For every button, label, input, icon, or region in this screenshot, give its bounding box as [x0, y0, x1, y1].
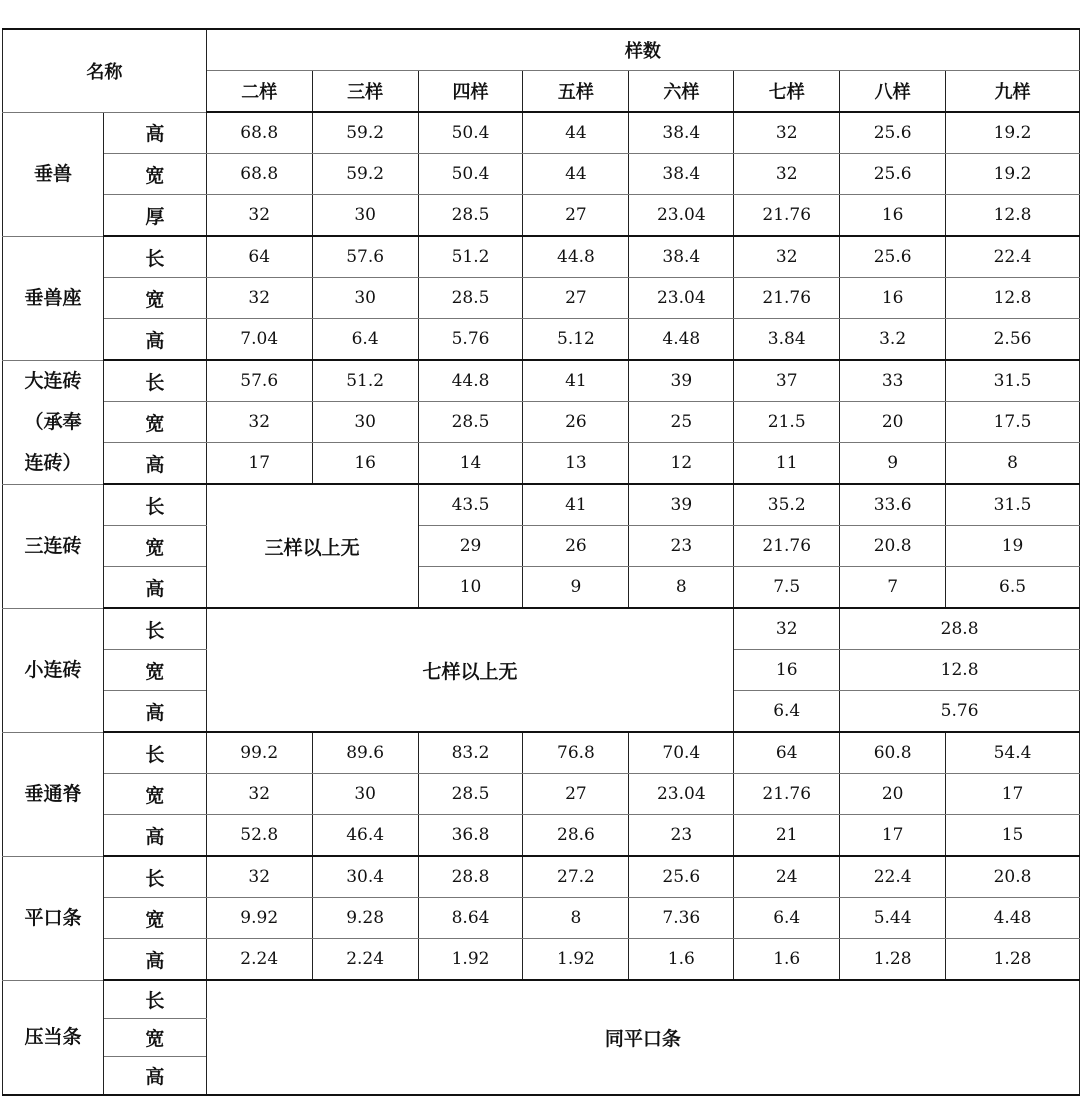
- value-cell: 41: [523, 360, 629, 402]
- value-cell: 44.8: [418, 360, 523, 402]
- component-name: 垂通脊: [3, 732, 104, 856]
- value-cell: 46.4: [312, 815, 418, 857]
- value-cell: 7.04: [206, 319, 312, 361]
- value-cell: 8: [523, 898, 629, 939]
- value-cell: 2.24: [206, 939, 312, 981]
- table-row: [3, 526, 1080, 567]
- dimension-label: 长: [103, 484, 206, 526]
- value-cell: 3.84: [734, 319, 840, 361]
- value-cell: 7: [840, 567, 946, 609]
- size-header: 五样: [523, 71, 629, 113]
- merged-note: 同平口条: [206, 980, 1079, 1095]
- value-cell: 5.76: [840, 691, 1080, 733]
- dimension-label: 高: [103, 1057, 206, 1096]
- value-cell: 12.8: [840, 650, 1080, 691]
- value-cell: 25.6: [840, 154, 946, 195]
- dimension-label: 宽: [103, 526, 206, 567]
- value-cell: 4.48: [946, 898, 1080, 939]
- component-name: 压当条: [3, 980, 104, 1095]
- value-cell: 11: [734, 443, 840, 485]
- table-row: [3, 732, 1080, 774]
- table-row: [3, 278, 1080, 319]
- value-cell: 12.8: [946, 195, 1080, 237]
- value-cell: 9: [840, 443, 946, 485]
- table-row: [3, 608, 1080, 650]
- value-cell: 8.64: [418, 898, 523, 939]
- table-row: [3, 319, 1080, 361]
- dimension-label: 高: [103, 567, 206, 609]
- table-row: [3, 154, 1080, 195]
- value-cell: 38.4: [629, 154, 734, 195]
- value-cell: 27: [523, 774, 629, 815]
- value-cell: 39: [629, 484, 734, 526]
- value-cell: 76.8: [523, 732, 629, 774]
- value-cell: 17: [840, 815, 946, 857]
- value-cell: 99.2: [206, 732, 312, 774]
- value-cell: 28.5: [418, 402, 523, 443]
- dimension-label: 高: [103, 443, 206, 485]
- value-cell: 32: [734, 112, 840, 154]
- value-cell: 1.28: [946, 939, 1080, 981]
- brick-size-table: [2, 28, 1080, 1096]
- value-cell: 57.6: [206, 360, 312, 402]
- value-cell: 24: [734, 856, 840, 898]
- value-cell: 21.5: [734, 402, 840, 443]
- value-cell: 28.5: [418, 774, 523, 815]
- table-row: [3, 774, 1080, 815]
- dimension-label: 长: [103, 608, 206, 650]
- value-cell: 30: [312, 195, 418, 237]
- value-cell: 59.2: [312, 112, 418, 154]
- value-cell: 52.8: [206, 815, 312, 857]
- value-cell: 2.24: [312, 939, 418, 981]
- table-row: [3, 856, 1080, 898]
- value-cell: 5.44: [840, 898, 946, 939]
- value-cell: 32: [734, 154, 840, 195]
- value-cell: 7.5: [734, 567, 840, 609]
- table-row: [3, 567, 1080, 609]
- value-cell: 31.5: [946, 484, 1080, 526]
- value-cell: 64: [734, 732, 840, 774]
- dimension-label: 宽: [103, 774, 206, 815]
- value-cell: 25.6: [840, 112, 946, 154]
- value-cell: 14: [418, 443, 523, 485]
- value-cell: 44.8: [523, 236, 629, 278]
- value-cell: 12: [629, 443, 734, 485]
- value-cell: 54.4: [946, 732, 1080, 774]
- value-cell: 41: [523, 484, 629, 526]
- dimension-label: 厚: [103, 195, 206, 237]
- table-row: [3, 484, 1080, 526]
- dimension-label: 高: [103, 112, 206, 154]
- dimension-label: 长: [103, 856, 206, 898]
- value-cell: 64: [206, 236, 312, 278]
- value-cell: 89.6: [312, 732, 418, 774]
- value-cell: 25: [629, 402, 734, 443]
- value-cell: 6.4: [734, 691, 840, 733]
- value-cell: 19: [946, 526, 1080, 567]
- dimension-label: 高: [103, 319, 206, 361]
- component-name-line: 大连砖: [24, 369, 82, 392]
- value-cell: 22.4: [840, 856, 946, 898]
- value-cell: 5.76: [418, 319, 523, 361]
- value-cell: 9.28: [312, 898, 418, 939]
- value-cell: 19.2: [946, 154, 1080, 195]
- value-cell: 26: [523, 402, 629, 443]
- value-cell: 5.12: [523, 319, 629, 361]
- value-cell: 44: [523, 112, 629, 154]
- value-cell: 6.5: [946, 567, 1080, 609]
- value-cell: 28.8: [840, 608, 1080, 650]
- value-cell: 25.6: [840, 236, 946, 278]
- value-cell: 6.4: [734, 898, 840, 939]
- value-cell: 32: [734, 236, 840, 278]
- value-cell: 6.4: [312, 319, 418, 361]
- value-cell: 2.56: [946, 319, 1080, 361]
- value-cell: 3.2: [840, 319, 946, 361]
- table-row: [3, 939, 1080, 981]
- value-cell: 68.8: [206, 154, 312, 195]
- dimension-label: 长: [103, 980, 206, 1019]
- value-cell: 8: [629, 567, 734, 609]
- dimension-label: 长: [103, 236, 206, 278]
- value-cell: 51.2: [418, 236, 523, 278]
- value-cell: 32: [206, 774, 312, 815]
- merged-note: 三样以上无: [206, 484, 418, 608]
- value-cell: 83.2: [418, 732, 523, 774]
- dimension-label: 高: [103, 691, 206, 733]
- value-cell: 50.4: [418, 112, 523, 154]
- value-cell: 57.6: [312, 236, 418, 278]
- value-cell: 30.4: [312, 856, 418, 898]
- value-cell: 70.4: [629, 732, 734, 774]
- component-name: [3, 360, 104, 484]
- size-header: 四样: [418, 71, 523, 113]
- value-cell: 1.6: [734, 939, 840, 981]
- table-row: [3, 402, 1080, 443]
- component-name: 垂兽座: [3, 236, 104, 360]
- value-cell: 25.6: [629, 856, 734, 898]
- table-row: [3, 195, 1080, 237]
- value-cell: 1.28: [840, 939, 946, 981]
- value-cell: 1.92: [523, 939, 629, 981]
- value-cell: 12.8: [946, 278, 1080, 319]
- component-name-line: （承奉: [24, 410, 82, 433]
- value-cell: 32: [206, 278, 312, 319]
- value-cell: 30: [312, 402, 418, 443]
- value-cell: 21.76: [734, 195, 840, 237]
- value-cell: 21.76: [734, 526, 840, 567]
- value-cell: 35.2: [734, 484, 840, 526]
- value-cell: 51.2: [312, 360, 418, 402]
- size-header: 六样: [629, 71, 734, 113]
- value-cell: 16: [312, 443, 418, 485]
- table-row: [3, 443, 1080, 485]
- value-cell: 17.5: [946, 402, 1080, 443]
- value-cell: 23.04: [629, 195, 734, 237]
- value-cell: 28.8: [418, 856, 523, 898]
- value-cell: 28.6: [523, 815, 629, 857]
- value-cell: 33.6: [840, 484, 946, 526]
- value-cell: 20: [840, 402, 946, 443]
- value-cell: 29: [418, 526, 523, 567]
- value-cell: 60.8: [840, 732, 946, 774]
- component-name: 小连砖: [3, 608, 104, 732]
- size-header: 三样: [312, 71, 418, 113]
- value-cell: 38.4: [629, 236, 734, 278]
- header-row: [3, 29, 1080, 71]
- value-cell: 30: [312, 278, 418, 319]
- table-row: [3, 112, 1080, 154]
- name-column-header: 名称: [3, 29, 207, 112]
- table-row: [3, 898, 1080, 939]
- value-cell: 23.04: [629, 278, 734, 319]
- component-name: 三连砖: [3, 484, 104, 608]
- value-cell: 7.36: [629, 898, 734, 939]
- value-cell: 44: [523, 154, 629, 195]
- value-cell: 16: [840, 195, 946, 237]
- value-cell: 27: [523, 278, 629, 319]
- dimension-label: 高: [103, 815, 206, 857]
- value-cell: 20.8: [946, 856, 1080, 898]
- value-cell: 16: [840, 278, 946, 319]
- table-row: [3, 360, 1080, 402]
- value-cell: 21.76: [734, 774, 840, 815]
- dimension-label: 宽: [103, 650, 206, 691]
- value-cell: 21.76: [734, 278, 840, 319]
- value-cell: 38.4: [629, 112, 734, 154]
- value-cell: 23.04: [629, 774, 734, 815]
- table-row: [3, 236, 1080, 278]
- component-name: 垂兽: [3, 112, 104, 236]
- size-header: 九样: [946, 71, 1080, 113]
- value-cell: 9: [523, 567, 629, 609]
- dimension-label: 宽: [103, 898, 206, 939]
- value-cell: 68.8: [206, 112, 312, 154]
- value-cell: 23: [629, 526, 734, 567]
- value-cell: 43.5: [418, 484, 523, 526]
- value-cell: 17: [206, 443, 312, 485]
- component-name: 平口条: [3, 856, 104, 980]
- value-cell: 32: [206, 402, 312, 443]
- value-cell: 15: [946, 815, 1080, 857]
- value-cell: 36.8: [418, 815, 523, 857]
- dimension-label: 宽: [103, 278, 206, 319]
- size-header: 七样: [734, 71, 840, 113]
- value-cell: 19.2: [946, 112, 1080, 154]
- value-cell: 4.48: [629, 319, 734, 361]
- value-cell: 28.5: [418, 195, 523, 237]
- component-name-line: 连砖）: [24, 451, 82, 474]
- value-cell: 20: [840, 774, 946, 815]
- value-cell: 32: [734, 608, 840, 650]
- sample-count-header: 样数: [206, 29, 1079, 71]
- dimension-label: 宽: [103, 1019, 206, 1057]
- value-cell: 9.92: [206, 898, 312, 939]
- table-row: [3, 980, 1080, 1019]
- dimension-label: 长: [103, 360, 206, 402]
- value-cell: 39: [629, 360, 734, 402]
- value-cell: 22.4: [946, 236, 1080, 278]
- value-cell: 31.5: [946, 360, 1080, 402]
- size-header: 八样: [840, 71, 946, 113]
- value-cell: 13: [523, 443, 629, 485]
- value-cell: 28.5: [418, 278, 523, 319]
- value-cell: 30: [312, 774, 418, 815]
- value-cell: 59.2: [312, 154, 418, 195]
- value-cell: 1.6: [629, 939, 734, 981]
- value-cell: 50.4: [418, 154, 523, 195]
- merged-note: 七样以上无: [206, 608, 734, 732]
- value-cell: 23: [629, 815, 734, 857]
- dimension-label: 宽: [103, 154, 206, 195]
- value-cell: 1.92: [418, 939, 523, 981]
- value-cell: 8: [946, 443, 1080, 485]
- dimension-label: 长: [103, 732, 206, 774]
- value-cell: 17: [946, 774, 1080, 815]
- value-cell: 32: [206, 856, 312, 898]
- value-cell: 33: [840, 360, 946, 402]
- dimension-label: 高: [103, 939, 206, 981]
- value-cell: 27.2: [523, 856, 629, 898]
- value-cell: 27: [523, 195, 629, 237]
- dimension-label: 宽: [103, 402, 206, 443]
- value-cell: 32: [206, 195, 312, 237]
- value-cell: 21: [734, 815, 840, 857]
- value-cell: 20.8: [840, 526, 946, 567]
- value-cell: 26: [523, 526, 629, 567]
- size-header: 二样: [206, 71, 312, 113]
- value-cell: 37: [734, 360, 840, 402]
- value-cell: 16: [734, 650, 840, 691]
- table-row: [3, 815, 1080, 857]
- value-cell: 10: [418, 567, 523, 609]
